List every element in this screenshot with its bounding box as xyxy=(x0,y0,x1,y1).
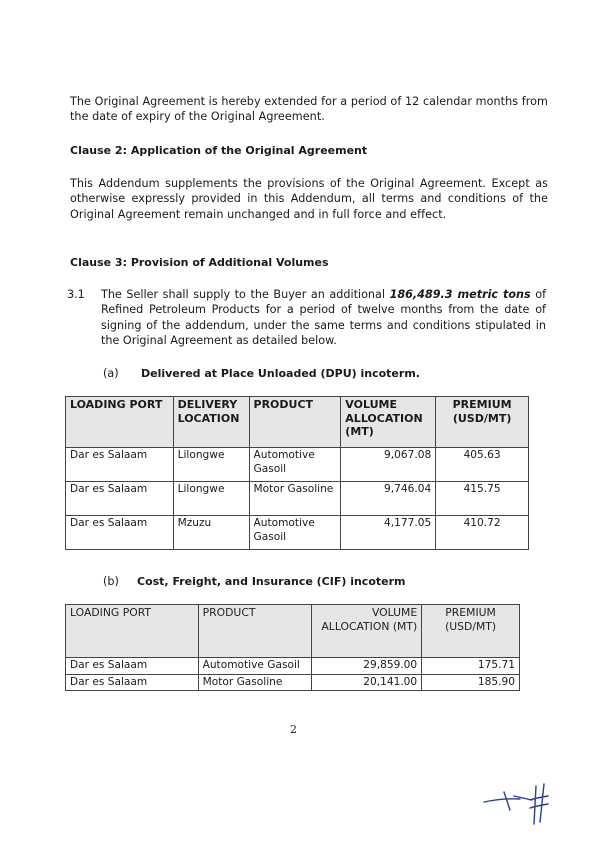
table-row xyxy=(66,674,520,691)
clause3-heading: Clause 3: Provision of Additional Volumes xyxy=(70,256,329,269)
cif-table-header-row xyxy=(66,605,520,658)
dpu-table xyxy=(65,396,529,550)
cell-premium: 185.90 xyxy=(422,674,520,691)
cif-table xyxy=(65,604,520,691)
col-header-premium: PREMIUM (USD/MT) xyxy=(422,605,520,658)
table-row xyxy=(66,516,529,550)
cell-premium: 410.72 xyxy=(436,516,529,550)
cell-loading-port: Dar es Salaam xyxy=(66,448,174,482)
col-header-product: PRODUCT xyxy=(249,397,341,448)
cell-loading-port: Dar es Salaam xyxy=(66,482,174,516)
clause2-heading: Clause 2: Application of the Original Agreement xyxy=(70,144,368,157)
cell-product: Automotive Gasoil xyxy=(249,448,341,482)
cell-volume: 29,859.00 xyxy=(312,658,422,675)
col-header-premium: PREMIUM (USD/MT) xyxy=(436,397,529,448)
col-header-loading-port: LOADING PORT xyxy=(66,605,199,658)
cell-loading-port: Dar es Salaam xyxy=(66,658,199,675)
intro-paragraph: The Original Agreement is hereby extended for a period of 12 calendar months from the date of expiry of the Original Agreement. xyxy=(70,95,548,124)
cell-delivery-location: Lilongwe xyxy=(173,448,249,482)
cell-premium: 415.75 xyxy=(436,482,529,516)
cell-premium: 175.71 xyxy=(422,658,520,675)
clause3-text-before: The Seller shall supply to the Buyer an additional xyxy=(101,288,390,301)
cell-loading-port: Dar es Salaam xyxy=(66,674,199,691)
cell-volume: 4,177.05 xyxy=(341,516,436,550)
section-a-title: Delivered at Place Unloaded (DPU) incoterm. xyxy=(141,367,420,380)
cell-delivery-location: Mzuzu xyxy=(173,516,249,550)
cell-delivery-location: Lilongwe xyxy=(173,482,249,516)
table-row xyxy=(66,448,529,482)
dpu-table-header-row xyxy=(66,397,529,448)
section-b-label: (b) xyxy=(103,575,119,588)
cell-loading-port: Dar es Salaam xyxy=(66,516,174,550)
signature-initials xyxy=(480,780,550,830)
cell-product: Automotive Gasoil xyxy=(198,658,312,675)
col-header-volume-allocation: VOLUME ALLOCATION (MT) xyxy=(341,397,436,448)
page-number: 2 xyxy=(290,723,297,736)
col-header-volume-allocation: VOLUME ALLOCATION (MT) xyxy=(312,605,422,658)
clause3-body xyxy=(101,287,546,348)
cell-volume: 9,067.08 xyxy=(341,448,436,482)
clause3-text-after: of Refined Petroleum Products for a period of twelve months from the date of signing of the addendum, under the same terms and conditions stipulated in the Original Agreement as detailed below. xyxy=(101,288,547,347)
table-row xyxy=(66,482,529,516)
volume-emphasis: 186,489.3 metric tons xyxy=(389,288,531,301)
col-header-loading-port: LOADING PORT xyxy=(66,397,174,448)
cell-volume: 9,746.04 xyxy=(341,482,436,516)
col-header-product: PRODUCT xyxy=(198,605,312,658)
cell-product: Automotive Gasoil xyxy=(249,516,341,550)
cell-premium: 405.63 xyxy=(436,448,529,482)
clause3-item-number: 3.1 xyxy=(67,288,85,301)
clause2-body: This Addendum supplements the provisions of the Original Agreement. Except as otherwise expressly provided in this Addendum, all terms and conditions of the Original Agreement remain unchanged and in full force and effect. xyxy=(70,177,548,221)
cell-volume: 20,141.00 xyxy=(312,674,422,691)
section-b-title: Cost, Freight, and Insurance (CIF) incoterm xyxy=(137,575,406,588)
cell-product: Motor Gasoline xyxy=(249,482,341,516)
table-row xyxy=(66,658,520,675)
cell-product: Motor Gasoline xyxy=(198,674,312,691)
section-a-label: (a) xyxy=(103,367,119,380)
col-header-delivery-location: DELIVERY LOCATION xyxy=(173,397,249,448)
